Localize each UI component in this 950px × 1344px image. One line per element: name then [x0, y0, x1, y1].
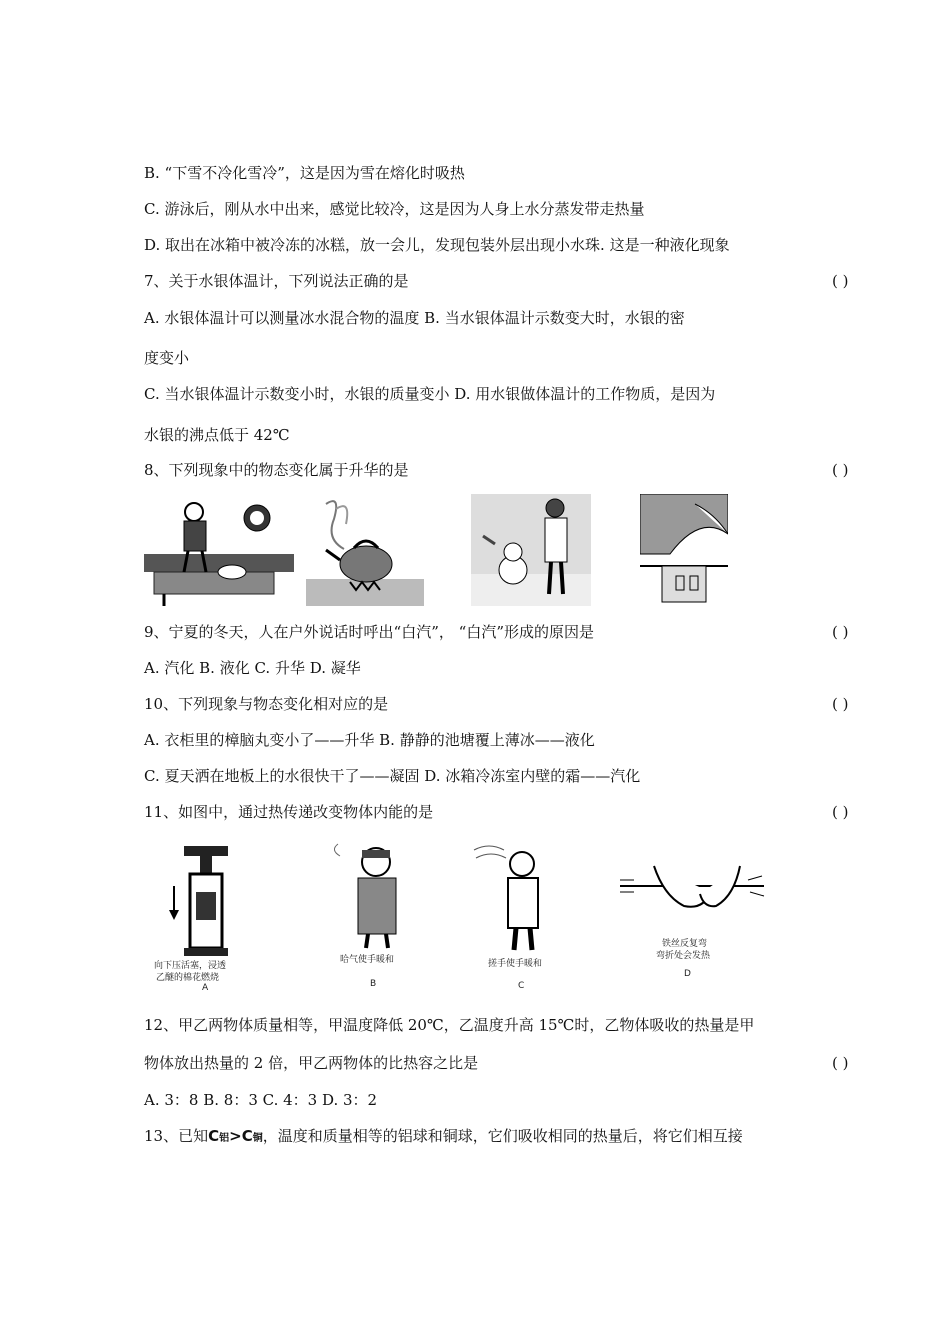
caption-c: C: [518, 981, 525, 991]
question-12-cont: 物体放出热量的 2 倍，甲乙两物体的比热容之比是: [144, 1054, 479, 1072]
question-10: 10、下列现象与物态变化相对应的是: [144, 695, 389, 713]
option-b-text: B. “下雪不冷化雪冷”，这是因为雪在熔化时吸热: [144, 164, 465, 182]
caption-b: B: [370, 979, 377, 989]
caption-a1: 向下压活塞，浸透: [154, 961, 227, 971]
caption-d1: 铁丝反复弯: [662, 939, 708, 949]
c-symbol-1: C: [208, 1127, 220, 1145]
answer-blank-12[interactable]: ( ): [832, 1054, 849, 1072]
question-10-options-cd: C. 夏天洒在地板上的水很快干了——凝固 D. 冰箱冷冻室内壁的霜——汽化: [144, 767, 641, 785]
question-9: 9、宁夏的冬天，人在户外说话时呼出“白汽”， “白汽”形成的原因是: [144, 623, 594, 641]
question-12: 12、甲乙两物体质量相等，甲温度降低 20℃，乙温度升高 15℃时，乙物体吸收的热量是甲: [144, 1016, 755, 1034]
question-7-options-cd-cont: 水银的沸点低于 42℃: [144, 426, 290, 444]
q8-figure-c-snowman: [471, 494, 591, 606]
question-10-options-ab: A. 衣柜里的樟脑丸变小了——升华 B. 静静的池塘覆上薄冰——液化: [144, 731, 595, 749]
question-13-prefix: 13、已知: [144, 1127, 209, 1145]
answer-blank-7[interactable]: ( ): [832, 272, 849, 290]
q11-figure-panel: [144, 836, 780, 992]
question-12-options: A. 3：8 B. 8：3 C. 4：3 D. 3：2: [144, 1091, 378, 1109]
answer-blank-9[interactable]: ( ): [832, 623, 849, 641]
question-7-options-cd: C. 当水银体温计示数变小时，水银的质量变小 D. 用水银做体温计的工作物质，是因为: [144, 385, 716, 403]
option-d-text: D. 取出在冰箱中被冷冻的冰糕，放一会儿，发现包装外层出现小水珠. 这是一种液化现象: [144, 236, 730, 254]
greater-than-sign: >: [229, 1127, 242, 1145]
caption-d2: 弯折处会发热: [656, 951, 711, 961]
q8-figure-b-kettle: [306, 494, 424, 606]
answer-blank-8[interactable]: ( ): [832, 461, 849, 479]
subscript-copper: 铜: [252, 1133, 263, 1144]
c-symbol-2: C: [241, 1127, 253, 1145]
answer-blank-11[interactable]: ( ): [832, 803, 849, 821]
q8-figure-d-clothes-drying: [640, 494, 728, 606]
question-7: 7、关于水银体温计，下列说法正确的是: [144, 272, 409, 290]
q11-figure-c-rub-hands: [474, 846, 542, 991]
subscript-aluminum: 铝: [219, 1133, 230, 1144]
caption-a: A: [202, 983, 209, 992]
question-8: 8、下列现象中的物态变化属于升华的是: [144, 461, 409, 479]
q11-figure-b-breathe-hands: [334, 844, 396, 989]
option-c-text: C. 游泳后，刚从水中出来，感觉比较冷，这是因为人身上水分蒸发带走热量: [144, 200, 645, 218]
question-9-options: A. 汽化 B. 液化 C. 升华 D. 凝华: [144, 659, 361, 677]
caption-a2: 乙醚的棉花燃烧: [156, 973, 220, 983]
caption-c1: 搓手使手暖和: [488, 959, 543, 969]
caption-d: D: [684, 969, 691, 979]
q8-figure-a-person-cold: [144, 494, 294, 606]
caption-b1: 哈气使手暖和: [340, 955, 395, 965]
answer-blank-10[interactable]: ( ): [832, 695, 849, 713]
question-7-options-ab-cont: 度变小: [144, 349, 190, 367]
q11-figure-a-piston: [154, 846, 228, 992]
question-7-options-ab: A. 水银体温计可以测量冰水混合物的温度 B. 当水银体温计示数变大时，水银的密: [144, 309, 685, 327]
question-13: [144, 1126, 743, 1149]
question-13-suffix: ，温度和质量相等的铝球和铜球，它们吸收相同的热量后，将它们相互接: [262, 1127, 743, 1145]
q11-figure-d-bend-wire: [620, 866, 764, 979]
question-11: 11、如图中，通过热传递改变物体内能的是: [144, 803, 434, 821]
